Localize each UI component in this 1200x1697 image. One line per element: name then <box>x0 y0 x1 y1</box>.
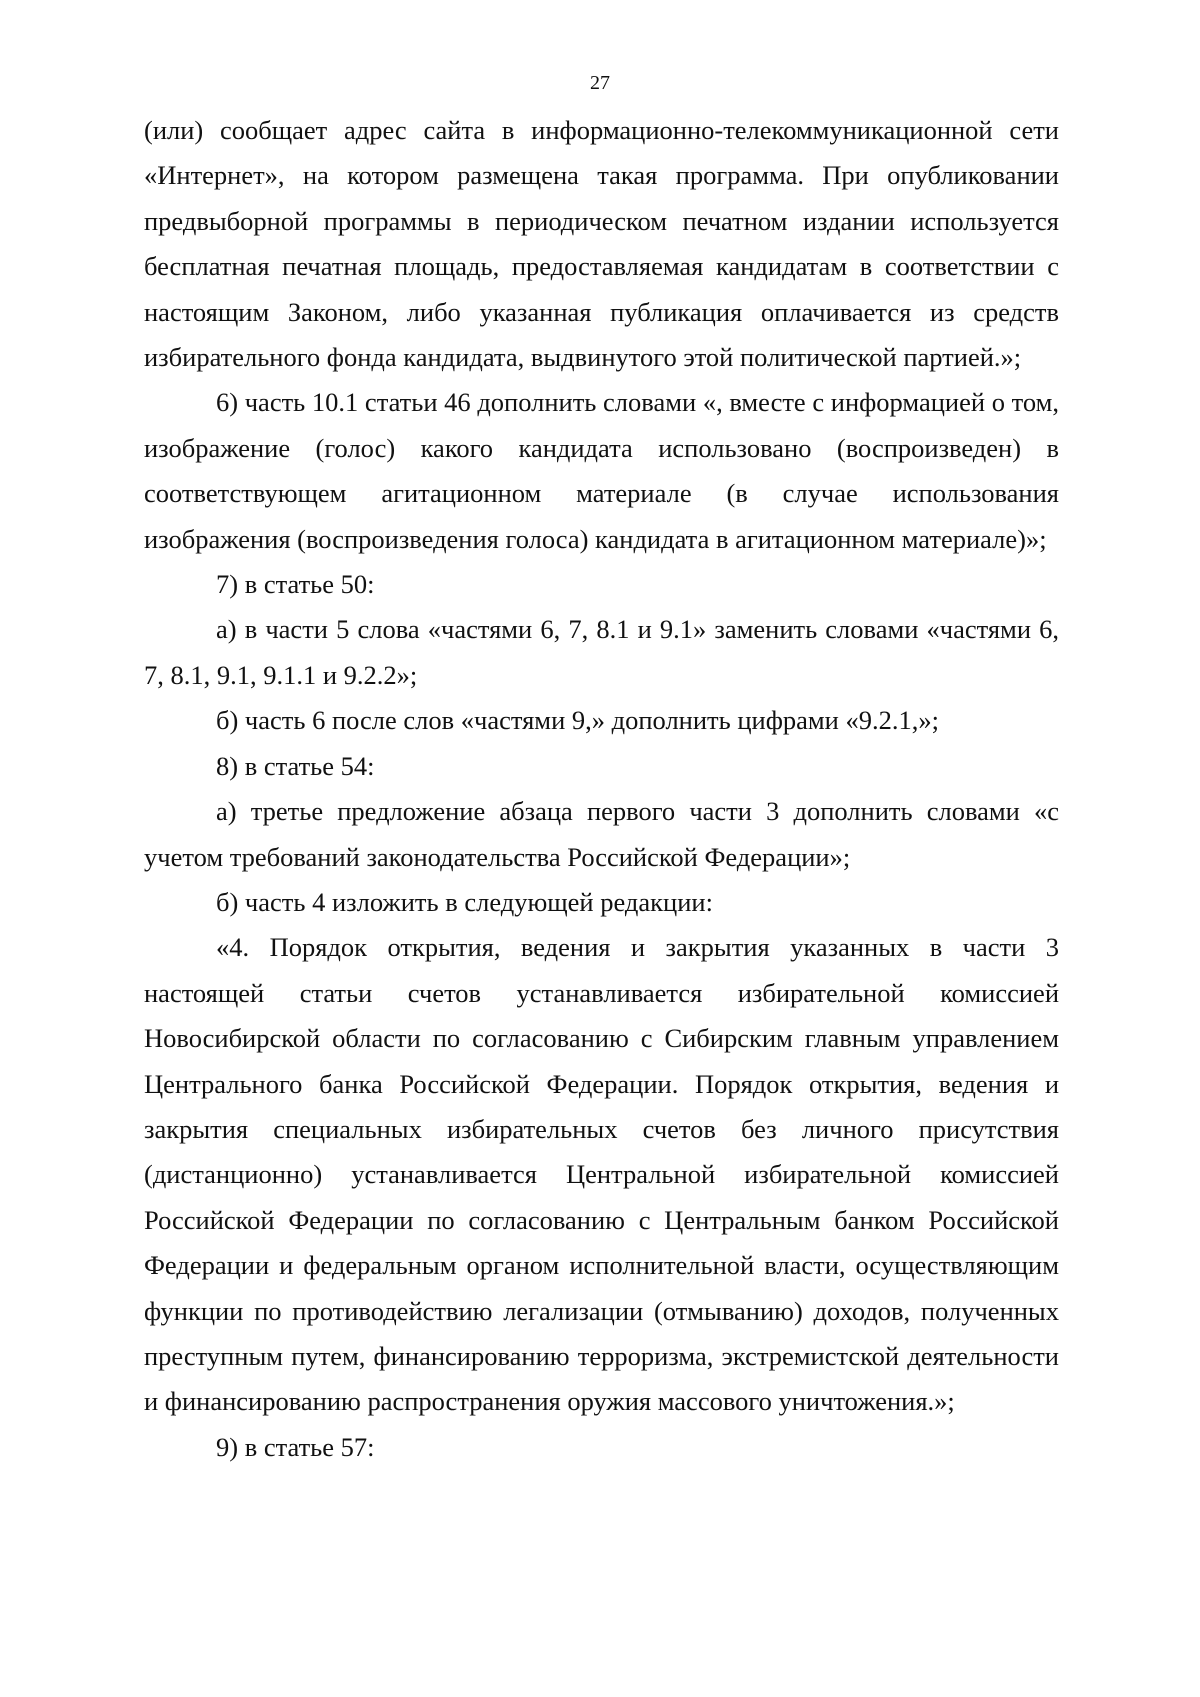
paragraph-item-7: 7) в статье 50: <box>216 569 375 600</box>
paragraph-item-8a: а) третье предложение абзаца первого части 3 дополнить словами «с учетом требований законодательства Российской Федерации»; <box>144 796 1059 872</box>
paragraph-item-7a: а) в части 5 слова «частями 6, 7, 8.1 и 9.1» заменить словами «частями 6, 7, 8.1, 9.1, 9.1.1 и 9.2.2»; <box>144 614 1059 690</box>
paragraph-item-6: 6) часть 10.1 статьи 46 дополнить словами «, вместе с информацией о том, изображение (голос) какого кандидата использовано (воспроизведен) в соответствующем агитационном материале (в случае использования изображения (воспроизведения голоса) кандидата в агитационном материале)»; <box>144 387 1059 554</box>
paragraph-continuation: (или) сообщает адрес сайта в информационно-телекоммуникационной сети «Интернет», на котором размещена такая программа. При опубликовании предвыборной программы в периодическом печатном издании используется бесплатная печатная площадь, предоставляемая кандидатам в соответствии с настоящим Законом, либо указанная публикация оплачивается из средств избирательного фонда кандидата, выдвинутого этой политической партией.»; <box>144 115 1059 373</box>
paragraph-item-9: 9) в статье 57: <box>216 1431 375 1462</box>
paragraph-item-7b: б) часть 6 после слов «частями 9,» дополнить цифрами «9.2.1,»; <box>216 705 939 736</box>
page-number: 27 <box>590 72 610 94</box>
paragraph-quoted-part-4: «4. Порядок открытия, ведения и закрытия указанных в части 3 настоящей статьи счетов устанавливается избирательной комиссией Новосибирской области по согласованию с Сибирским главным управлением Центрального банка Российской Федерации. Порядок открытия, ведения и закрытия специальных избирательных счетов без личного присутствия (дистанционно) устанавливается Центральной избирательной комиссией Российской Федерации по согласованию с Центральным банком Российской Федерации и федеральным органом исполнительной власти, осуществляющим функции по противодействию легализации (отмыванию) доходов, полученных преступным путем, финансированию терроризма, экстремистской деятельности и финансированию распространения оружия массового уничтожения.»; <box>144 932 1059 1417</box>
paragraph-item-8: 8) в статье 54: <box>216 750 375 781</box>
document-body <box>144 108 1059 1470</box>
paragraph-item-8b: б) часть 4 изложить в следующей редакции: <box>216 886 713 917</box>
